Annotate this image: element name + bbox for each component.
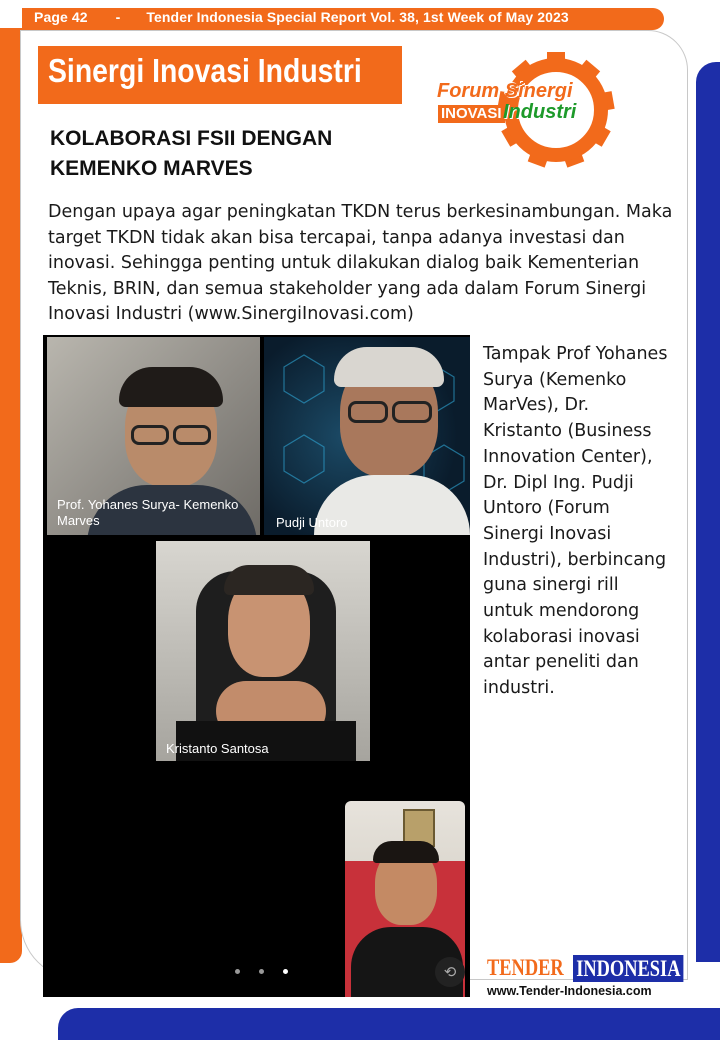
- glasses-right: [392, 401, 432, 423]
- heading-line-2: KEMENKO MARVES: [50, 157, 253, 180]
- participant-label: Pudji Untoro: [276, 515, 348, 530]
- right-blue-stripe: [696, 62, 720, 962]
- logo-forum-sinergi: Forum Sinergi: [437, 80, 573, 102]
- photo-caption: Tampak Prof Yohanes Surya (Kemenko MarVes), Dr. Kristanto (Business Innovation Center), Dr. Dipl Ing. Pudji Untoro (Forum Sinergi Inovasi Industri), berbincang guna sinergi rill untuk mendorong kolaborasi inovasi antar peneliti dan industri.: [483, 344, 668, 699]
- pager-dot-active: [283, 969, 288, 974]
- participant-label: Prof. Yohanes Surya- Kemenko Marves: [57, 497, 239, 528]
- header-text: [34, 9, 569, 25]
- publication-title: Tender Indonesia Special Report Vol. 38, 1st Week of May 2023: [146, 9, 569, 25]
- page-number: Page 42: [34, 9, 88, 25]
- pager-dot: [259, 969, 264, 974]
- hair: [224, 565, 314, 595]
- participant-label: Kristanto Santosa: [166, 741, 269, 756]
- participant-tile-pudji: [264, 337, 470, 535]
- glasses-right: [173, 425, 211, 445]
- tender-url: www.Tender-Indonesia.com: [487, 984, 652, 998]
- bottom-blue-stripe: [58, 1008, 720, 1040]
- video-call-photo: [43, 335, 470, 997]
- logo-inovasi: INOVASI: [438, 105, 505, 123]
- tender-logo-word: TENDER: [487, 955, 564, 980]
- intro-paragraph: Dengan upaya agar peningkatan TKDN terus berkesinambungan. Maka target TKDN tidak akan bisa tercapai, tanpa adanya investasi dan inovasi. Sehingga penting untuk dilakukan dialog baik Kementerian Teknis, BRIN, dan semua stakeholder yang ada dalam Forum Sinergi Inovasi Industri (www.SinergiInovasi.com): [48, 202, 673, 324]
- section-title: Sinergi Inovasi Industri: [48, 52, 362, 89]
- logo-industri: Industri: [503, 101, 577, 123]
- participant-tile-yohanes: [47, 337, 260, 535]
- hair: [373, 841, 439, 863]
- pager-dot: [235, 969, 240, 974]
- article-heading: [50, 124, 410, 184]
- left-orange-stripe: [0, 28, 22, 963]
- hair: [334, 347, 444, 387]
- camera-switch-icon: ⟲: [435, 957, 465, 987]
- indonesia-logo-word: INDONESIA: [573, 955, 684, 982]
- participant-tile-kristanto: [156, 541, 370, 761]
- glasses-left: [131, 425, 169, 445]
- glasses-left: [348, 401, 388, 423]
- hair: [119, 367, 223, 407]
- heading-line-1: KOLABORASI FSII DENGAN: [50, 127, 333, 150]
- header-separator: -: [115, 9, 121, 25]
- pager-dots: [235, 959, 307, 978]
